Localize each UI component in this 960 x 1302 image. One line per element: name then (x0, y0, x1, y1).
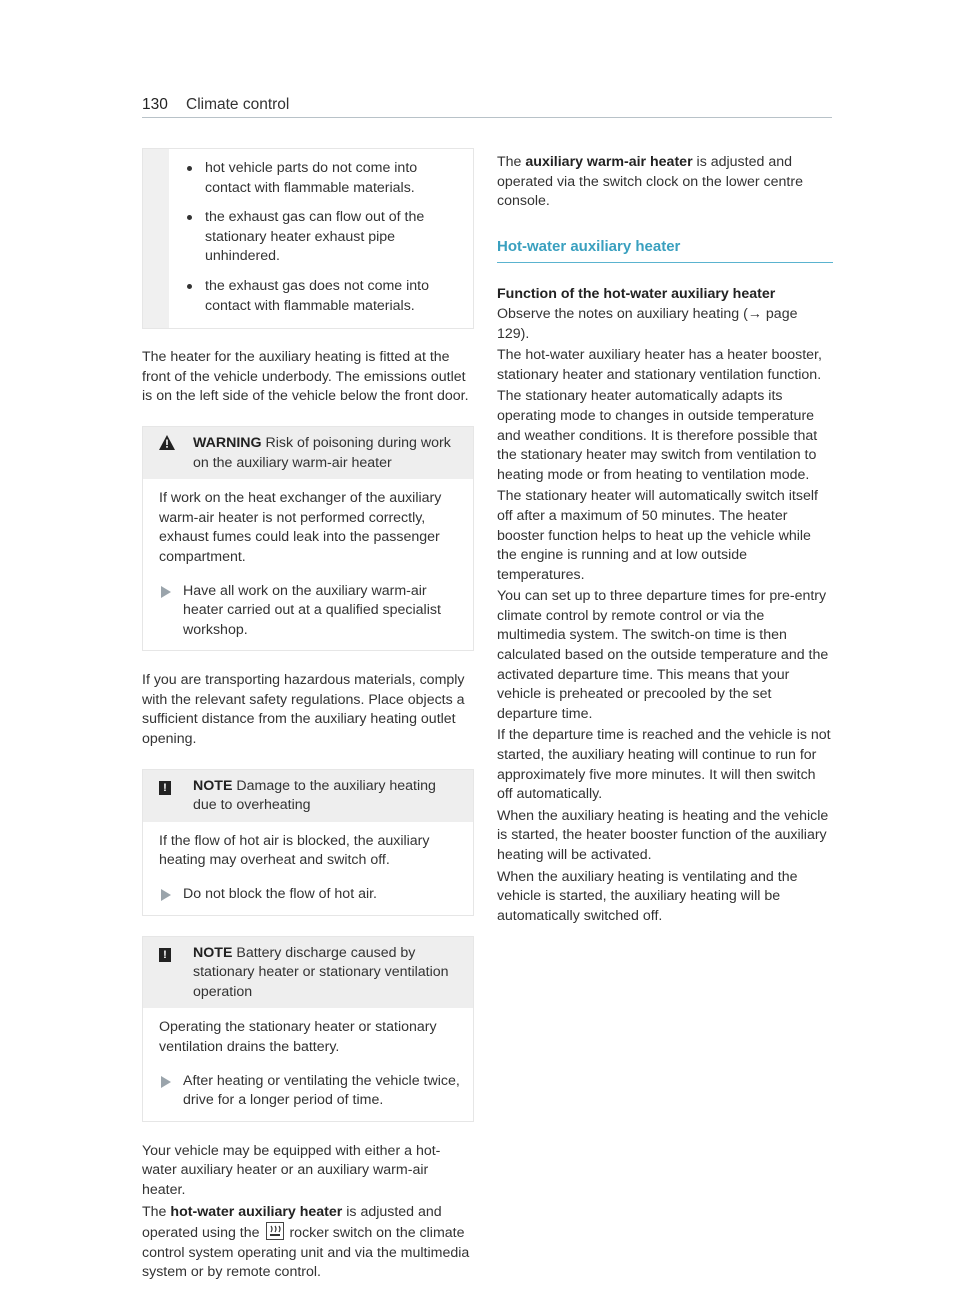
note-action-text: Do not block the flow of hot air. (183, 886, 378, 903)
warning-box (142, 426, 474, 651)
paragraph-hazardous: If you are transporting hazardous materials, comply with the relevant safety regulations. Place objects a sufficient distance from the auxiliary heating outlet opening. (142, 672, 465, 748)
paragraph: The stationary heater will automatically switch itself off after a maximum of 50 minutes. The heater booster function helps to heat up the vehicle while the engine is running and at low outside temperatures. (497, 488, 818, 583)
warning-triangle-icon (159, 435, 175, 457)
note-box-overheating (142, 769, 474, 916)
paragraph-heater-types: Your vehicle may be equipped with either a hot-water auxiliary heater or an auxiliary warm-air heater. (142, 1142, 441, 1198)
list-item (185, 159, 463, 198)
term-warm-air-heater: auxiliary warm-air heater (525, 154, 693, 170)
action-arrow-icon (161, 586, 171, 598)
text-fragment: rocker switch on the climate control system operating unit and via the multimedia system or by remote control. (142, 1225, 470, 1281)
section-title: Climate control (186, 96, 290, 113)
bullet-icon (187, 166, 192, 171)
warning-action-text: Have all work on the auxiliary warm-air heater carried out at a qualified specialist workshop. (183, 582, 441, 638)
page-number: 130 (142, 96, 168, 113)
paragraph-heater-location: The heater for the auxiliary heating is fitted at the front of the vehicle underbody. The emissions outlet is on the left side of the vehicle below the front door. (142, 349, 469, 405)
note-action (159, 1072, 461, 1111)
page-header (142, 95, 832, 119)
paragraph-warm-air-operation (497, 153, 833, 212)
note-icon: ! (159, 945, 171, 965)
section-heading: Hot-water auxiliary heater (497, 237, 833, 264)
text-fragment: The (497, 154, 522, 170)
paragraph: Observe the notes on auxiliary heating (→ page 129). (497, 305, 798, 342)
list-item-text: hot vehicle parts do not come into contact with flammable materials. (205, 160, 418, 196)
note-box-battery (142, 936, 474, 1122)
paragraph: The stationary heater automatically adapts its operating mode to changes in outside temperature and weather conditions. It is therefore possible that the stationary heater may switch from ventilation to heating mode or from heating to ventilation mode. (497, 388, 818, 483)
text-fragment: is adjusted and operated using the (142, 1203, 442, 1242)
header-rule (142, 117, 832, 118)
note-header (143, 937, 473, 1009)
bullet-list-box (142, 148, 474, 329)
note-label: NOTE (193, 944, 233, 961)
note-text: If the flow of hot air is blocked, the auxiliary heating may overheat and switch off. (159, 832, 430, 869)
sub-heading: Function of the hot-water auxiliary heater (497, 286, 776, 303)
paragraph: If the departure time is reached and the vehicle is not started, the auxiliary heating will continue to run for approximately five more minutes. It will then switch off automatically. (497, 727, 831, 803)
warning-label: WARNING (193, 434, 262, 451)
action-arrow-icon (161, 1076, 171, 1088)
paragraph: The hot-water auxiliary heater has a heater booster, stationary heater and stationary ventilation function. (497, 347, 822, 383)
note-title: Battery discharge caused by stationary heater or stationary ventilation operation (193, 944, 449, 1000)
warning-title: Risk of poisoning during work on the auxiliary warm-air heater (193, 434, 451, 471)
bullet-icon (187, 284, 192, 289)
warning-action (159, 582, 461, 641)
text-fragment: The (142, 1203, 167, 1220)
note-text: Operating the stationary heater or stationary ventilation drains the battery. (159, 1019, 437, 1055)
note-body (143, 1008, 473, 1120)
warning-text: If work on the heat exchanger of the auxiliary warm-air heater is not performed correctly, exhaust fumes could leak into the passenger compartment. (159, 490, 442, 565)
paragraph: When the auxiliary heating is heating and the vehicle is started, the heater booster function of the auxiliary heating will be activated. (497, 807, 829, 863)
left-column (142, 148, 474, 1285)
note-title: Damage to the auxiliary heating due to overheating (193, 777, 436, 814)
rocker-switch-icon (266, 1222, 284, 1240)
paragraph: You can set up to three departure times for pre-entry climate control by remote control or via the multimedia system. The switch-on time is then calculated based on the outside temperature and the activated departure time. This means that your vehicle is preheated or precooled by the set departure time. (497, 588, 829, 722)
term-hot-water-heater: hot-water auxiliary heater (170, 1203, 343, 1220)
list-item (185, 277, 463, 316)
text-fragment: is adjusted and operated via the switch clock on the lower centre console. (497, 154, 803, 210)
note-icon: ! (159, 778, 171, 798)
list-item (185, 208, 463, 267)
warning-body (143, 479, 473, 650)
note-body (143, 822, 473, 915)
list-box-bar (143, 149, 169, 328)
bullet-icon (187, 215, 192, 220)
note-action (159, 885, 461, 905)
list-item-text: the exhaust gas does not come into contact with flammable materials. (205, 277, 429, 314)
note-label: NOTE (193, 777, 233, 794)
warning-header (143, 427, 473, 479)
action-arrow-icon (161, 889, 171, 901)
note-action-text: After heating or ventilating the vehicle twice, drive for a longer period of time. (183, 1072, 460, 1109)
paragraph-hot-water-operation (142, 1203, 474, 1283)
bullet-list (143, 159, 463, 316)
note-header (143, 770, 473, 822)
right-column (497, 153, 833, 928)
list-item-text: the exhaust gas can flow out of the stationary heater exhaust pipe unhindered. (205, 209, 425, 265)
paragraph: When the auxiliary heating is ventilating and the vehicle is started, the auxiliary heating will be automatically switched off. (497, 868, 798, 924)
